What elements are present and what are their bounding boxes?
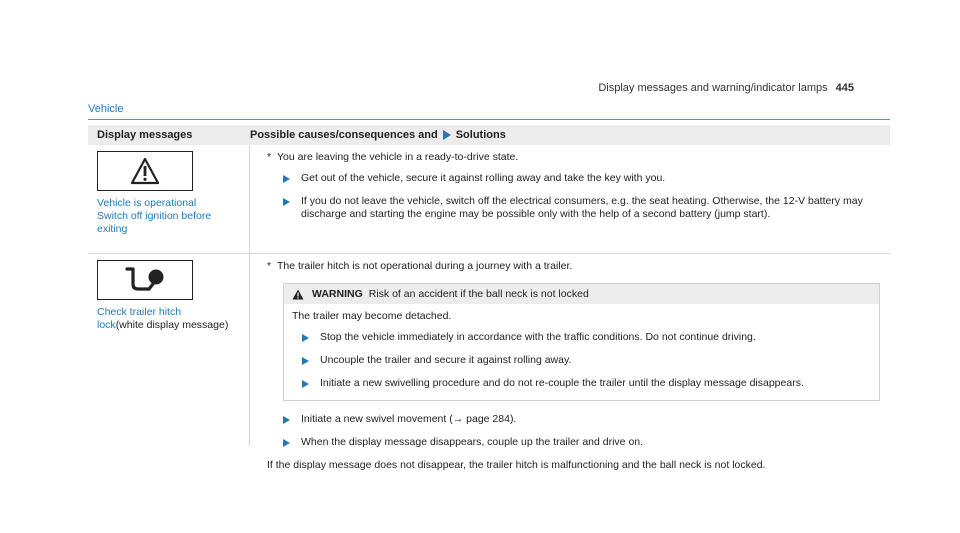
display-message-text [97, 306, 249, 332]
table-row [88, 254, 890, 471]
display-message-cell [88, 254, 250, 446]
display-message-cell [88, 145, 250, 253]
causes-cell [250, 145, 890, 253]
messages-table [88, 125, 890, 471]
col-header-causes-label: Possible causes/consequences and [250, 129, 438, 141]
warning-text: Risk of an accident if the ball neck is not locked [368, 287, 589, 300]
step-text: Initiate a new swivelling procedure and do not re-couple the trailer until the display message disappears. [320, 377, 804, 389]
table-header [88, 125, 890, 145]
message-line-blue: lock [97, 319, 116, 331]
warning-icon [292, 289, 304, 300]
solution-step [302, 377, 871, 392]
cause-note [267, 151, 890, 164]
display-message-text [97, 197, 249, 236]
solution-step [283, 413, 890, 428]
step-text: If you do not leave the vehicle, switch off the electrical consumers, e.g. the seat heating. Otherwise, the 12-V battery may discharge and starting the engine may be possible only with the help of a second battery (jump start). [301, 195, 863, 220]
warning-header [284, 284, 879, 304]
solution-step [283, 172, 890, 187]
footer-note: If the display message does not disappear, the trailer hitch is malfunctioning and the ball neck is not locked. [267, 459, 766, 471]
solution-step [302, 331, 871, 346]
solution-step [283, 436, 890, 451]
step-text: When the display message disappears, couple up the trailer and drive on. [301, 436, 644, 448]
page-number: 445 [835, 82, 854, 94]
solution-step [283, 195, 882, 221]
solution-step [302, 354, 871, 369]
table-row [88, 145, 890, 254]
running-header [598, 82, 854, 94]
step-arrow-icon [283, 175, 290, 183]
step-arrow-icon [302, 334, 309, 342]
message-line: Switch off ignition before [97, 210, 212, 222]
col-header-causes [250, 129, 890, 141]
step-text: Stop the vehicle immediately in accordance with the traffic conditions. Do not continue driving. [320, 331, 756, 343]
col-header-display-messages: Display messages [97, 129, 193, 141]
running-title: Display messages and warning/indicator lamps [598, 82, 828, 94]
warning-body-text: The trailer may become detached. [292, 310, 452, 322]
step-arrow-icon [283, 416, 290, 424]
step-arrow-icon [302, 380, 309, 388]
cause-note [267, 260, 890, 273]
causes-cell [250, 254, 890, 471]
message-line: Check trailer hitch [97, 306, 182, 318]
col-header-solutions-label: Solutions [455, 129, 506, 141]
symbol-box [97, 260, 193, 300]
solution-arrow-icon [443, 130, 451, 140]
warning-body [284, 304, 879, 400]
symbol-box [97, 151, 193, 191]
step-text: Uncouple the trailer and secure it against rolling away. [320, 354, 572, 366]
warning-triangle-icon [130, 157, 160, 185]
section-divider [88, 119, 890, 120]
step-text: Get out of the vehicle, secure it against rolling away and take the key with you. [301, 172, 666, 184]
message-line: Vehicle is operational [97, 197, 197, 209]
message-line [97, 319, 249, 332]
asterisk-icon: * [267, 151, 272, 163]
cause-note-text: The trailer hitch is not operational during a journey with a trailer. [277, 260, 573, 272]
cause-note-text: You are leaving the vehicle in a ready-to-drive state. [277, 151, 519, 163]
asterisk-icon: * [267, 260, 272, 272]
warning-box [283, 283, 880, 401]
warning-title: WARNING [312, 287, 363, 300]
step-text: Initiate a new swivel movement (→ page 284). [301, 413, 517, 425]
trailer-hitch-icon [123, 265, 167, 295]
step-arrow-icon [302, 357, 309, 365]
section-title: Vehicle [88, 103, 124, 115]
message-line: exiting [97, 223, 128, 235]
step-arrow-icon [283, 439, 290, 447]
step-arrow-icon [283, 198, 290, 206]
message-line-black: (white display message) [115, 319, 229, 331]
